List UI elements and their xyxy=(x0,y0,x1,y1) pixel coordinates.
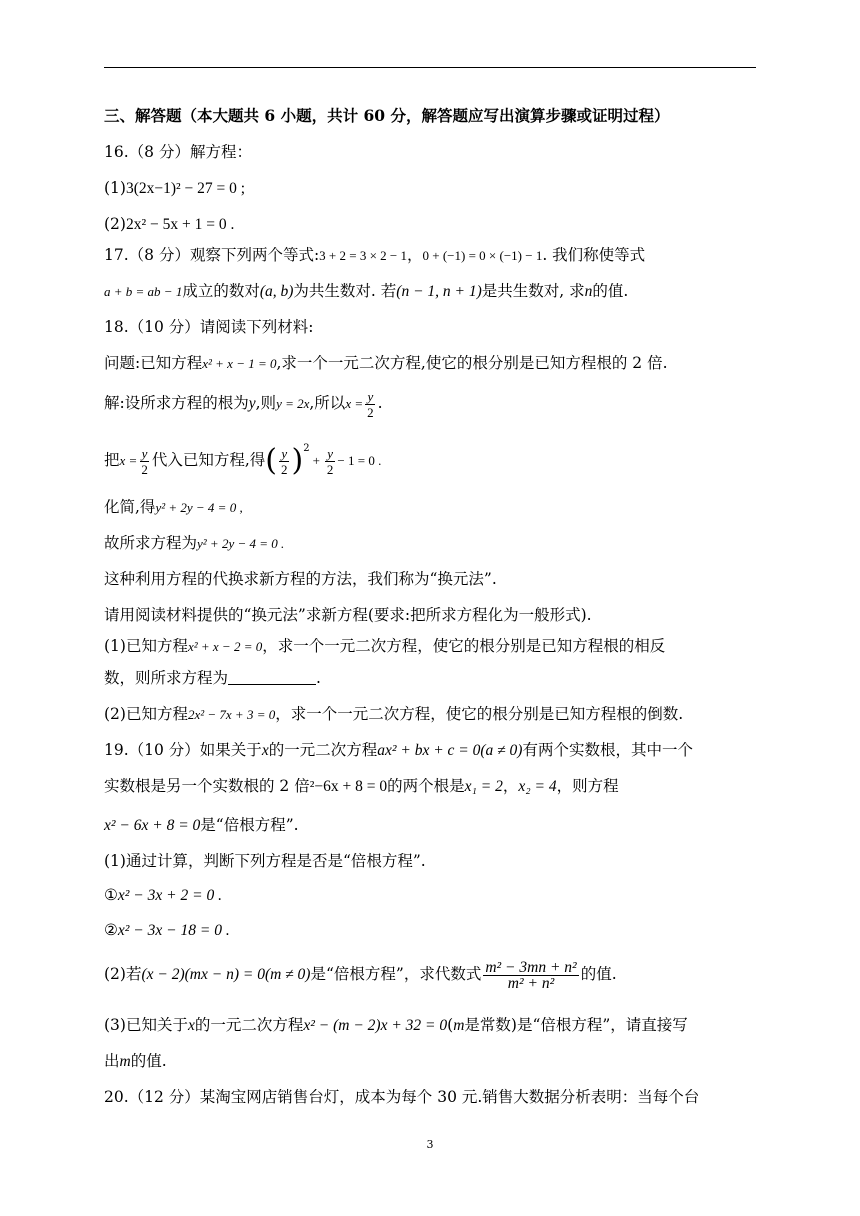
q19-root1: x₁ = 2 xyxy=(464,778,503,795)
left-paren: ( xyxy=(265,443,277,478)
q17-line2 xyxy=(104,281,628,302)
q16-p1-label: (1) xyxy=(104,179,126,197)
q17-var-n: n xyxy=(584,283,593,300)
q20-line1: 20.（12 分）某淘宝网店销售台灯，成本为每个 30 元.销售大数据分析表明：当每个台 xyxy=(104,1088,700,1106)
q19-p2-b: 是“倍根方程”，求代数式 xyxy=(310,965,482,983)
q19-part3-line1 xyxy=(104,1015,688,1036)
q19-line1-b: 的一元二次方程 xyxy=(268,741,378,759)
q17-equation1: 3 + 2 = 3 × 2 − 1 xyxy=(319,248,407,263)
q16-part1 xyxy=(104,178,245,199)
q19-p3-equation: x² − (m − 2)x + 32 = 0 xyxy=(303,1017,448,1034)
q18-task: 请用阅读材料提供的“换元法”求新方程(要求:把所求方程化为一般形式). xyxy=(104,606,592,624)
q19-line3-equation: x² − 6x + 8 = 0 xyxy=(104,817,201,834)
q17-separator: ， xyxy=(407,246,423,264)
q18-plus-fraction xyxy=(325,446,336,477)
q18-plus-frac-num: y xyxy=(327,445,334,461)
q19-part3-line2 xyxy=(104,1051,167,1072)
q18-solution xyxy=(104,386,383,421)
section-heading: 三、解答题（本大题共 6 小题，共计 60 分，解答题应写出演算步骤或证明过程） xyxy=(104,106,670,125)
q18-paren-frac-num: y xyxy=(281,445,288,461)
q16-part2 xyxy=(104,214,234,235)
q19-part2 xyxy=(104,952,617,997)
q17-pair2: (n − 1, n + 1) xyxy=(396,283,482,300)
q17-pair: (a, b) xyxy=(259,283,294,300)
q18-title: 18.（10 分）请阅读下列材料: xyxy=(104,318,314,336)
q19-line2 xyxy=(104,776,619,797)
q19-line1 xyxy=(104,740,693,761)
q19-p2-a: (2)若 xyxy=(104,965,142,983)
q19-p3-m2: m xyxy=(119,1053,131,1070)
q18-paren-fraction xyxy=(279,446,290,477)
q18-p1-equation: x² + x − 2 = 0 xyxy=(187,639,263,654)
q19-line1-a: 19.（10 分）如果关于 xyxy=(104,741,262,759)
q16-p2-label: (2) xyxy=(104,215,126,233)
q18-p1-end: . xyxy=(316,669,321,687)
q19-c1-equation: x² − 3x + 2 = 0 . xyxy=(117,887,222,904)
q18-sol-end: . xyxy=(377,394,383,412)
q18-part2 xyxy=(104,704,683,725)
q16-p2-equation: 2x² − 5x + 1 = 0 . xyxy=(125,216,235,233)
q18-frac-den: 2 xyxy=(367,404,374,420)
q19-line2-c: ，则方程 xyxy=(556,777,619,795)
q19-example-equation: ²−6x + 8 = 0 xyxy=(309,778,388,795)
q18-substitution xyxy=(104,440,381,481)
q19-line2-sep: ， xyxy=(502,777,519,795)
q18-plus-frac-den: 2 xyxy=(326,461,334,477)
q19-case1 xyxy=(104,885,222,906)
q19-p3-f: 的值. xyxy=(130,1052,167,1070)
q18-problem-a: 问题:已知方程 xyxy=(104,354,203,372)
q19-p3-d: 是常数)是“倍根方程”，请直接写 xyxy=(464,1016,688,1034)
q18-p2-a: (2)已知方程 xyxy=(104,705,188,723)
q17-intro: 17.（8 分）观察下列两个等式: xyxy=(104,246,320,264)
q18-sub-frac-num: y xyxy=(141,445,148,461)
q19-c2-mark: ② xyxy=(104,921,118,939)
q17-text-c: 是共生数对, 求 xyxy=(481,282,585,300)
q19-line3-a: 是“倍根方程”. xyxy=(200,816,299,834)
q19-p3-m: m xyxy=(453,1017,465,1034)
q19-line2-a: 实数根是另一个实数根的 2 倍 xyxy=(104,777,310,795)
q18-p1-a: (1)已知方程 xyxy=(104,637,188,655)
q18-problem xyxy=(104,353,668,374)
q18-fraction xyxy=(365,389,376,420)
q16-title: 16.（8 分）解方程： xyxy=(104,143,252,161)
q18-ans-equation: y² + 2y − 4 = 0 . xyxy=(197,536,285,551)
q18-exponent: 2 xyxy=(303,443,310,454)
q19-p3-b: 的一元二次方程 xyxy=(194,1016,304,1034)
q19-p2-c: 的值. xyxy=(580,965,617,983)
q17-line1 xyxy=(104,245,645,266)
q16-p1-equation: 3(2x−1)² − 27 = 0 ; xyxy=(125,180,246,197)
q18-paren-frac-den: 2 xyxy=(280,461,288,477)
q18-sol-var: y xyxy=(248,395,256,412)
q18-sol-a: 解:设所求方程的根为 xyxy=(104,394,249,412)
q19-line2-b: 的两个根是 xyxy=(387,777,465,795)
q17-symbiotic-equation: a + b = ab − 1 xyxy=(104,284,183,299)
q17-equation2: 0 + (−1) = 0 × (−1) − 1 xyxy=(422,248,543,263)
q18-problem-b: ,求一个一元二次方程,使它的根分别是已知方程根的 2 倍. xyxy=(276,354,668,372)
q19-case2 xyxy=(104,920,230,941)
q19-p3-a: (3)已知关于 xyxy=(104,1016,188,1034)
page-number: 3 xyxy=(426,1138,434,1151)
q19-condition: (a ≠ 0) xyxy=(480,742,523,759)
q19-expression-fraction xyxy=(483,960,578,991)
q18-part1-line1 xyxy=(104,636,665,657)
q18-sub-fraction xyxy=(139,446,150,477)
q19-line1-c: 有两个实数根，其中一个 xyxy=(522,741,693,759)
q18-p1-c: 数，则所求方程为 xyxy=(104,669,229,687)
right-paren: ) xyxy=(291,443,304,478)
q19-frac-denominator: m² + n² xyxy=(507,974,555,992)
q19-frac-numerator: m² − 3mn + n² xyxy=(485,958,577,976)
q18-sol-x: x = xyxy=(345,396,364,411)
q18-ans-a: 故所求方程为 xyxy=(104,534,198,552)
q18-simplify xyxy=(104,497,243,518)
header-rule xyxy=(104,67,756,68)
q18-p2-equation: 2x² − 7x + 3 = 0 xyxy=(187,707,276,722)
q18-sol-equation: y = 2x xyxy=(276,396,310,411)
q19-p3-c: ( xyxy=(447,1016,454,1034)
q19-p3-x: x xyxy=(187,1017,195,1034)
q18-answer xyxy=(104,533,284,554)
q18-sub-frac-den: 2 xyxy=(141,461,148,477)
q18-sub-tail: − 1 = 0 . xyxy=(337,453,382,468)
q19-part1: (1)通过计算，判断下列方程是否是“倍根方程”. xyxy=(104,852,426,870)
q19-c2-equation: x² − 3x − 18 = 0 . xyxy=(117,922,230,939)
q18-sol-c: ,所以 xyxy=(309,394,346,412)
q19-general-equation: ax² + bx + c = 0 xyxy=(377,742,481,759)
q18-p1-b: ，求一个一元二次方程，使它的根分别是已知方程根的相反 xyxy=(262,637,666,655)
q17-intro-tail: . 我们称使等式 xyxy=(542,246,646,264)
q18-sub-a: 把 xyxy=(104,451,120,469)
q18-problem-equation: x² + x − 1 = 0 xyxy=(202,356,277,371)
q19-c1-mark: ① xyxy=(104,886,118,904)
q17-text-b: 为共生数对. 若 xyxy=(293,282,397,300)
answer-blank[interactable] xyxy=(228,668,316,685)
q18-method: 这种利用方程的代换求新方程的方法，我们称为“换元法”. xyxy=(104,570,497,588)
q18-sol-b: ,则 xyxy=(255,394,277,412)
q19-root2: x₂ = 4 xyxy=(518,778,557,795)
q17-text-a: 成立的数对 xyxy=(182,282,260,300)
q19-line3 xyxy=(104,815,299,836)
q18-p2-b: ，求一个一元二次方程，使它的根分别是已知方程根的倒数. xyxy=(275,705,684,723)
q18-plus: + xyxy=(312,453,320,468)
q19-line1-x: x xyxy=(261,742,269,759)
q19-p3-e: 出 xyxy=(104,1052,120,1070)
q18-sub-b: 代入已知方程,得 xyxy=(151,451,266,469)
q18-simp-a: 化简,得 xyxy=(104,498,156,516)
q19-p2-equation: (x − 2)(mx − n) = 0(m ≠ 0) xyxy=(141,966,311,983)
q18-part1-line2 xyxy=(104,668,321,688)
q17-text-d: 的值. xyxy=(592,282,629,300)
q18-simp-equation: y² + 2y − 4 = 0 , xyxy=(155,500,243,515)
q18-sub-x: x = xyxy=(119,453,138,468)
q18-frac-num: y xyxy=(367,388,374,404)
